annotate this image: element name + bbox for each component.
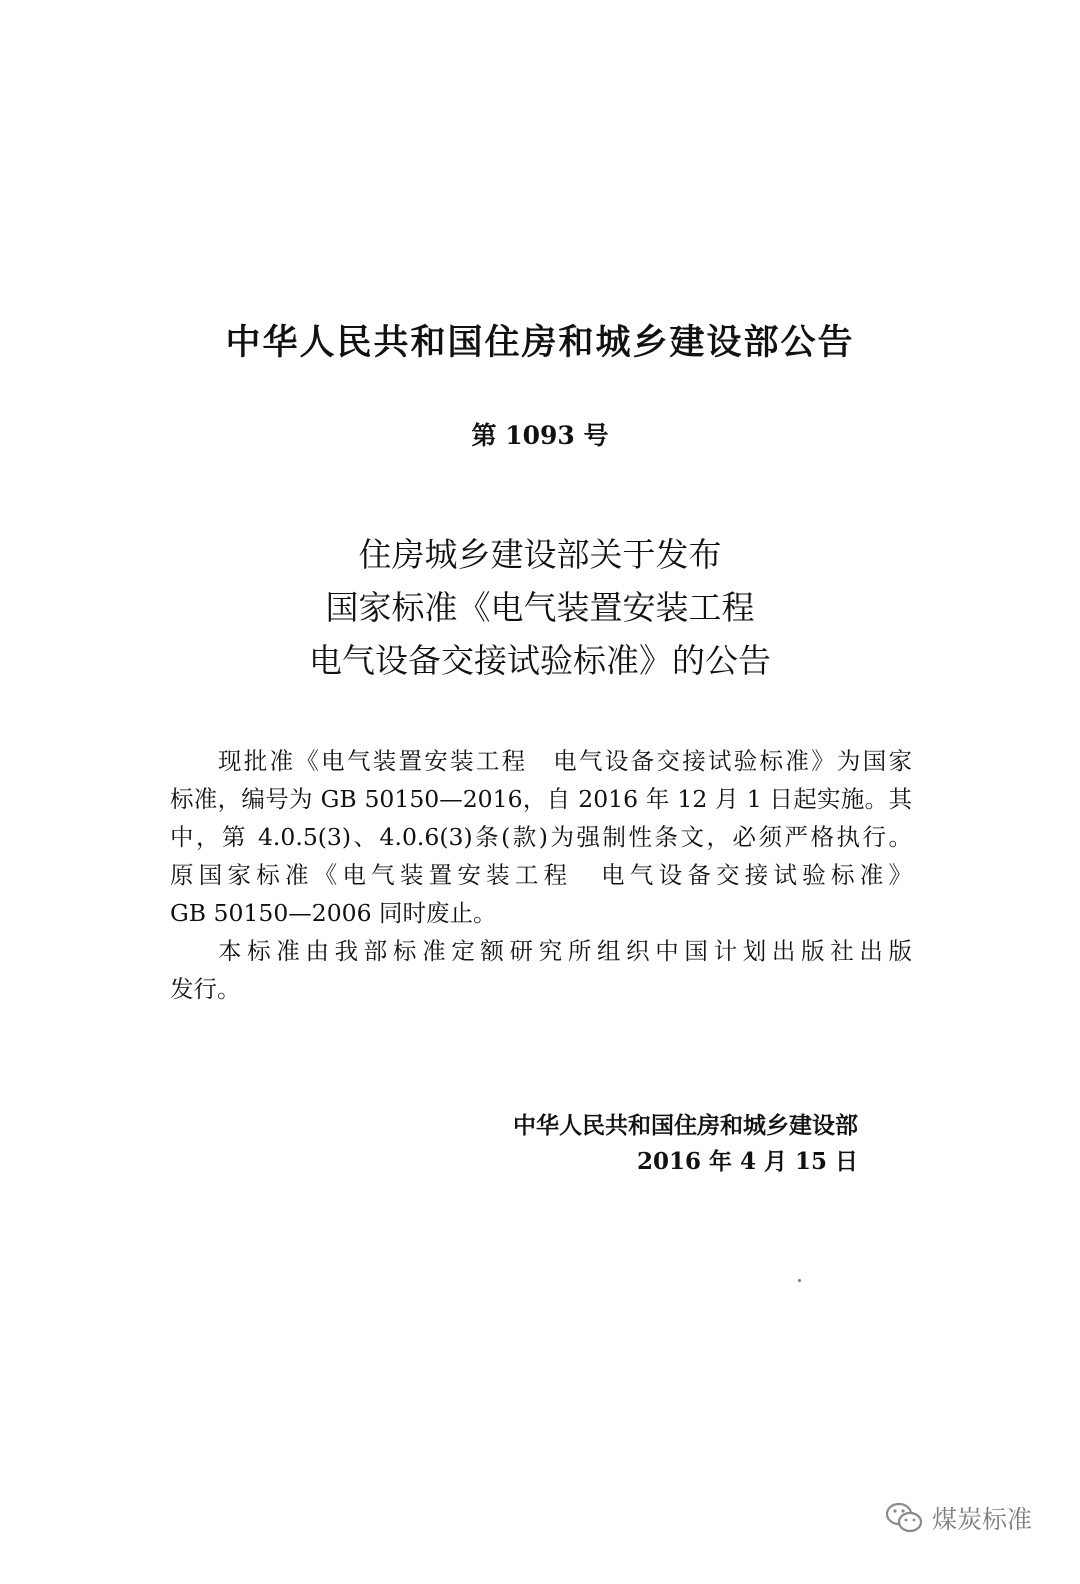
issue-date: 2016 年 4 月 15 日 <box>636 1148 858 1175</box>
watermark <box>884 1500 1032 1536</box>
paragraph-line: 本标准由我部标准定额研究所组织中国计划出版社出版 <box>218 937 912 965</box>
subtitle-line: 电气设备交接试验标准》的公告 <box>309 641 771 680</box>
notice-subtitle <box>0 528 1080 687</box>
notice-body <box>170 742 912 1008</box>
watermark-text: 煤炭标准 <box>931 1505 1032 1534</box>
document-number: 第 1093 号 <box>471 421 609 450</box>
subtitle-line: 住房城乡建设部关于发布 <box>358 535 722 574</box>
paragraph-line: 发行。 <box>170 975 241 1003</box>
paragraph-line: 现批准《电气装置安装工程 电气设备交接试验标准》为国家 <box>218 747 912 775</box>
paragraph-line: 标准，编号为 GB 50150—2016，自 2016 年 12 月 1 日起实施。其 <box>170 785 912 813</box>
scan-speck <box>798 1279 801 1282</box>
page-title: 中华人民共和国住房和城乡建设部公告 <box>225 323 855 363</box>
paragraph-line: 原国家标准《电气装置安装工程 电气设备交接试验标准》 <box>170 861 912 889</box>
paragraph-line: 中，第 4.0.5(3)、4.0.6(3)条(款)为强制性条文，必须严格执行。 <box>170 823 912 851</box>
paragraph-line: GB 50150—2006 同时废止。 <box>170 899 497 927</box>
subtitle-line: 国家标准《电气装置安装工程 <box>325 588 755 627</box>
issuer-name: 中华人民共和国住房和城乡建设部 <box>513 1113 858 1139</box>
signature-block <box>513 1108 858 1180</box>
wechat-icon <box>884 1501 924 1535</box>
